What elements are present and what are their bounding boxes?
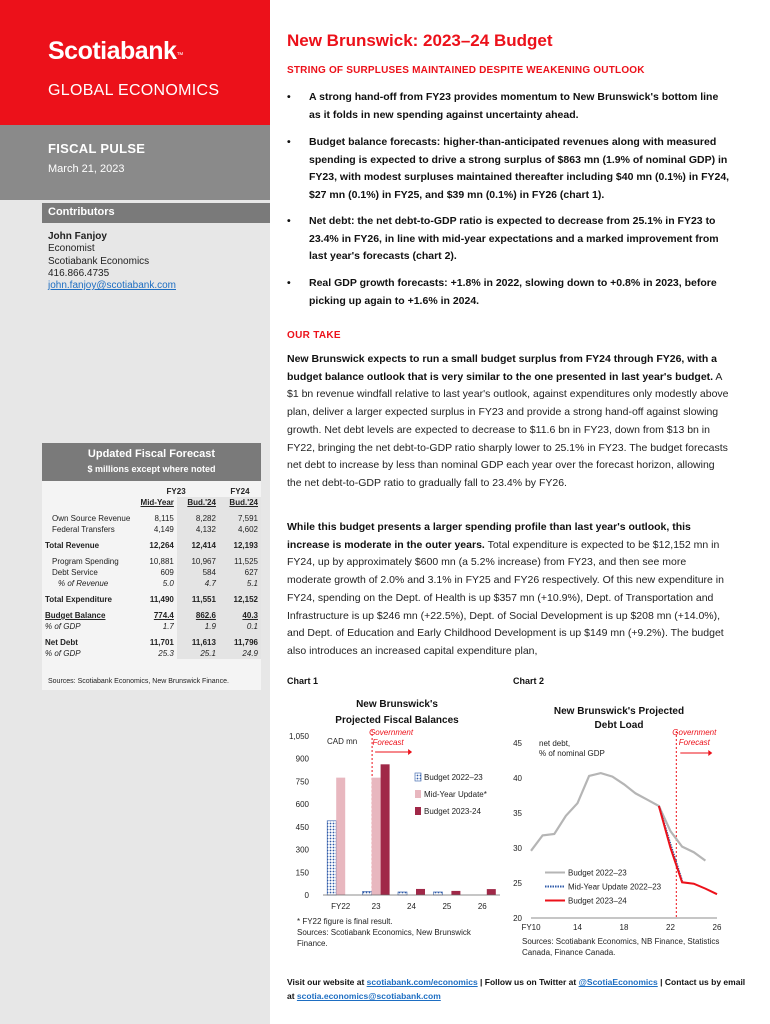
division-name: GLOBAL ECONOMICS bbox=[48, 82, 220, 99]
contributor-email-link[interactable]: john.fanjoy@scotiabank.com bbox=[48, 280, 176, 292]
bar bbox=[372, 778, 381, 895]
table-row: Federal Transfers 4,149 4,132 4,602 bbox=[42, 524, 261, 535]
table-subtitle: $ millions except where noted bbox=[87, 464, 216, 474]
legend-swatch bbox=[415, 807, 421, 815]
forecast-arrowhead bbox=[708, 750, 712, 756]
y-tick-label: 600 bbox=[295, 800, 309, 810]
chart-2-title: New Brunswick's Projected bbox=[553, 706, 685, 717]
chart-2-source: Sources: Scotiabank Economics, NB Finance, Statistics Canada, Finance Canada. bbox=[522, 937, 720, 957]
table-row: % of GDP 25.3 25.1 24.9 bbox=[42, 648, 261, 659]
y-tick-label: 35 bbox=[513, 809, 522, 818]
y-tick-label: 450 bbox=[295, 822, 309, 832]
y-tick-label: 30 bbox=[513, 844, 522, 853]
table-row: Own Source Revenue 8,115 8,282 7,591 bbox=[42, 513, 261, 524]
contributor-card bbox=[48, 231, 176, 292]
forecast-annotation: Government bbox=[672, 728, 717, 737]
email-link[interactable]: scotia.economics@scotiabank.com bbox=[296, 991, 441, 1001]
contributor-role: Economist bbox=[48, 243, 95, 255]
publication-date: March 21, 2023 bbox=[48, 163, 125, 175]
y-axis-label: net debt, bbox=[539, 739, 571, 748]
col-header: Bud.'24 bbox=[219, 497, 261, 508]
year-header: FY23 bbox=[166, 487, 186, 496]
fiscal-forecast-table bbox=[42, 443, 261, 690]
contributor-phone: 416.866.4735 bbox=[48, 267, 110, 279]
fiscal-table-grid bbox=[42, 481, 261, 659]
x-tick-label: 26 bbox=[712, 923, 722, 932]
legend-swatch bbox=[415, 773, 421, 781]
paragraph: While this budget presents a larger spending profile than last year's outlook, this increase is moderate in the outer years. Total expenditure is expected to be $12,152 mn in FY24, up by approximately $600 mn (a 5.2% increase) from FY23, and then see more moderate growth of 2.0% and 3.1% in FY25 and FY26 respectively. Of this new expenditure in FY24, spending on the Dept. of Health is up $357 mn (+10.9%), Dept. of Transportation and Infrastructure is up $246 mn (+22.5%), Dept. of Social Development is up $208 mn (+14.0%), and Dept. of Education and Early Childhood Development is up $149 mn (+9.2%). The budget also introduces an increased capital expenditure plan, bbox=[287, 521, 724, 657]
series-line bbox=[531, 773, 705, 861]
bar bbox=[363, 891, 372, 895]
contributors-heading: Contributors bbox=[42, 203, 270, 223]
col-header: Mid-Year bbox=[140, 498, 174, 507]
chart-1-title: Projected Fiscal Balances bbox=[335, 715, 459, 726]
twitter-link[interactable]: @ScotiaEconomics bbox=[578, 977, 658, 987]
bullet-item: • A strong hand-off from FY23 provides momentum to New Brunswick's bottom line as it folds in new spending against uncertainty ahead. bbox=[287, 91, 719, 121]
forecast-annotation: Forecast bbox=[678, 738, 710, 747]
legend-label: Budget 2022–23 bbox=[424, 773, 483, 782]
footer: Visit our website at scotiabank.com/economics | Follow us on Twitter at @ScotiaEconomics | Contact us by email at scotia.economics@scotiabank.com bbox=[287, 977, 746, 1001]
y-tick-label: 40 bbox=[513, 774, 522, 783]
legend-label: Budget 2022–23 bbox=[568, 868, 627, 878]
bar bbox=[381, 764, 390, 895]
x-tick-label: 23 bbox=[371, 902, 381, 911]
chart-1-title: New Brunswick's bbox=[356, 699, 438, 710]
chart-2 bbox=[507, 690, 732, 935]
col-header: Bud.'24 bbox=[177, 497, 219, 508]
table-row: Program Spending 10,881 10,967 11,525 bbox=[42, 556, 261, 567]
y-tick-label: 0 bbox=[304, 891, 309, 900]
chart-1 bbox=[287, 690, 507, 920]
x-tick-label: FY10 bbox=[521, 923, 541, 932]
forecast-arrowhead bbox=[408, 749, 412, 755]
forecast-annotation: Government bbox=[369, 728, 414, 737]
website-link[interactable]: scotiabank.com/economics bbox=[366, 977, 478, 987]
legend-label: Budget 2023–24 bbox=[568, 896, 627, 906]
forecast-annotation: Forecast bbox=[372, 738, 404, 747]
x-tick-label: 14 bbox=[573, 923, 582, 932]
y-tick-label: 900 bbox=[295, 754, 309, 764]
y-axis-label: CAD mn bbox=[327, 737, 358, 746]
legend-label: Mid-Year Update* bbox=[424, 790, 487, 799]
bar bbox=[433, 892, 442, 895]
bar bbox=[398, 892, 407, 895]
table-row: Debt Service 609 584 627 bbox=[42, 567, 261, 578]
contributor-org: Scotiabank Economics bbox=[48, 255, 150, 267]
bar bbox=[451, 891, 460, 895]
table-source: Sources: Scotiabank Economics, New Brunswick Finance. bbox=[48, 678, 229, 685]
table-row: Net Debt 11,701 11,613 11,796 bbox=[42, 637, 261, 648]
y-tick-label: 20 bbox=[513, 914, 522, 923]
table-row: % of Revenue 5.0 4.7 5.1 bbox=[42, 578, 261, 589]
section-heading: OUR TAKE bbox=[287, 330, 341, 341]
x-tick-label: 25 bbox=[442, 902, 452, 911]
bullet-item: • Net debt: the net debt-to-GDP ratio is expected to decrease from 25.1% in FY23 to 23.4% in FY26, in line with mid-year expectations and a marked improvement from last year's forecasts (chart 2). bbox=[287, 215, 719, 262]
x-tick-label: 18 bbox=[619, 923, 629, 932]
bar bbox=[327, 821, 336, 895]
x-tick-label: 26 bbox=[477, 902, 487, 911]
y-axis-label: % of nominal GDP bbox=[539, 749, 605, 758]
page-subtitle: STRING OF SURPLUSES MAINTAINED DESPITE WEAKENING OUTLOOK bbox=[287, 65, 645, 76]
publication-box bbox=[0, 125, 270, 200]
table-row: Budget Balance 774.4 862.6 40.3 bbox=[42, 610, 261, 621]
chart-1-notes: * FY22 figure is final result. Sources: Scotiabank Economics, New Brunswick Finance. bbox=[297, 917, 471, 948]
y-tick-label: 1,050 bbox=[288, 732, 309, 741]
bullet-item: • Real GDP growth forecasts: +1.8% in 2022, slowing down to +0.8% in 2023, before picking up again to +1.6% in 2024. bbox=[287, 277, 717, 307]
chart-2-title: Debt Load bbox=[594, 720, 644, 731]
legend-label: Mid-Year Update 2022–23 bbox=[568, 882, 662, 892]
x-tick-label: 22 bbox=[666, 923, 675, 932]
legend-label: Budget 2023-24 bbox=[424, 807, 481, 816]
table-row: Total Expenditure 11,490 11,551 12,152 bbox=[42, 594, 261, 605]
table-title: Updated Fiscal Forecast bbox=[87, 448, 216, 460]
y-tick-label: 45 bbox=[513, 739, 522, 748]
bar bbox=[336, 778, 345, 895]
y-tick-label: 300 bbox=[295, 845, 309, 855]
table-row: % of GDP 1.7 1.9 0.1 bbox=[42, 621, 261, 632]
legend-swatch bbox=[415, 790, 421, 798]
table-header bbox=[42, 443, 261, 481]
page-title: New Brunswick: 2023–24 Budget bbox=[287, 31, 553, 50]
y-tick-label: 150 bbox=[295, 868, 309, 878]
y-tick-label: 25 bbox=[513, 879, 522, 888]
x-tick-label: FY22 bbox=[331, 902, 351, 911]
x-tick-label: 24 bbox=[407, 902, 416, 911]
bar bbox=[416, 889, 425, 895]
y-tick-label: 750 bbox=[295, 777, 309, 787]
table-row: Total Revenue 12,264 12,414 12,193 bbox=[42, 540, 261, 551]
bullet-item: • Budget balance forecasts: higher-than-anticipated revenues along with measured spending is expected to drive a strong surplus of $863 mn (1.9% of nominal GDP) in FY23, with modest surpluses maintained thereafter including $40 mn (0.1%) in FY24, $27 mn (0.1%) in FY25, and $39 mn (0.1%) in FY26 (chart 1). bbox=[287, 136, 730, 201]
paragraph: New Brunswick expects to run a small budget surplus from FY24 through FY26, with a budget balance outlook that is very similar to the one presented in last year's budget. A $1 bn revenue windfall relative to last year's outlook, against expenditures only modestly above plan, deliver a larger expected surplus in FY23 and provide a strong hand-off against slowing growth. Net debt levels are expected to decrease to $11.6 bn in FY23, down from $13 bn in FY22, bringing the net debt-to-GDP ratio sharply lower to 25.1% in FY23. The budget forecasts net debt to increase by less than nominal GDP each year over the forecast horizon, allowing the net debt-to-GDP ratio to gradually fall to 23.4% by FY26. bbox=[287, 353, 729, 489]
bar bbox=[487, 889, 496, 895]
scotiabank-logo: Scotiabank™ bbox=[48, 37, 183, 65]
chart-1-label: Chart 1 bbox=[287, 676, 319, 686]
contributor-name: John Fanjoy bbox=[48, 231, 107, 242]
publication-title: FISCAL PULSE bbox=[48, 141, 146, 156]
year-header: FY24 bbox=[230, 487, 250, 496]
chart-2-label: Chart 2 bbox=[513, 676, 545, 686]
